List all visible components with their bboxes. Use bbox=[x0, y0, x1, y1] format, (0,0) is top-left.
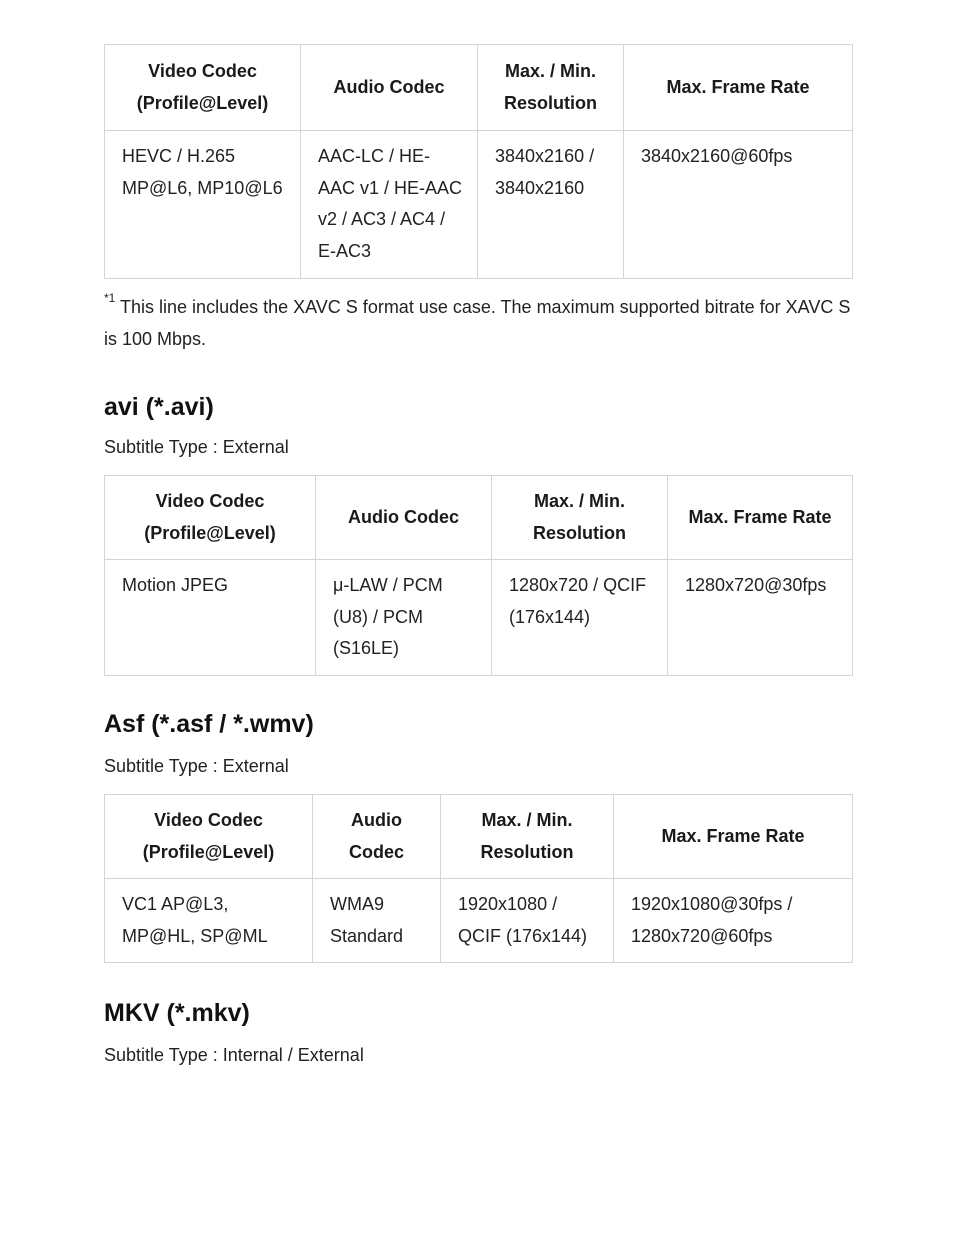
table-row bbox=[105, 879, 853, 963]
header-frame-rate: Max. Frame Rate bbox=[668, 476, 853, 560]
hevc-codec-table bbox=[104, 44, 853, 279]
section-title-asf: Asf (*.asf / *.wmv) bbox=[104, 710, 314, 738]
document-page bbox=[104, 44, 852, 1069]
cell-audio-codec: WMA9 Standard bbox=[313, 879, 441, 963]
avi-codec-table bbox=[104, 475, 853, 676]
cell-audio-codec: μ-LAW / PCM (U8) / PCM (S16LE) bbox=[316, 560, 492, 676]
section-title-mkv: MKV (*.mkv) bbox=[104, 999, 250, 1027]
cell-resolution: 1280x720 / QCIF (176x144) bbox=[492, 560, 668, 676]
header-frame-rate: Max. Frame Rate bbox=[624, 45, 853, 131]
cell-resolution: 3840x2160 / 3840x2160 bbox=[478, 131, 624, 279]
cell-frame-rate: 1280x720@30fps bbox=[668, 560, 853, 676]
table-row bbox=[105, 131, 853, 279]
table-row bbox=[105, 560, 853, 676]
header-video-codec: Video Codec (Profile@Level) bbox=[105, 45, 301, 131]
cell-frame-rate: 3840x2160@60fps bbox=[624, 131, 853, 279]
cell-video-codec: VC1 AP@L3, MP@HL, SP@ML bbox=[105, 879, 313, 963]
header-video-codec: Video Codec (Profile@Level) bbox=[105, 795, 313, 879]
asf-codec-table bbox=[104, 794, 853, 963]
header-resolution: Max. / Min. Resolution bbox=[441, 795, 614, 879]
cell-resolution: 1920x1080 / QCIF (176x144) bbox=[441, 879, 614, 963]
table-header-row bbox=[105, 45, 853, 131]
table-header-row bbox=[105, 476, 853, 560]
header-resolution: Max. / Min. Resolution bbox=[492, 476, 668, 560]
header-frame-rate: Max. Frame Rate bbox=[614, 795, 853, 879]
header-video-codec: Video Codec (Profile@Level) bbox=[105, 476, 316, 560]
cell-frame-rate: 1920x1080@30fps / 1280x720@60fps bbox=[614, 879, 853, 963]
subtitle-type-avi: Subtitle Type : External bbox=[104, 437, 289, 457]
cell-video-codec: Motion JPEG bbox=[105, 560, 316, 676]
section-title-avi: avi (*.avi) bbox=[104, 393, 214, 421]
header-resolution: Max. / Min. Resolution bbox=[478, 45, 624, 131]
table-header-row bbox=[105, 795, 853, 879]
header-audio-codec: Audio Codec bbox=[316, 476, 492, 560]
footnote-marker: *1 bbox=[104, 291, 116, 305]
subtitle-type-asf: Subtitle Type : External bbox=[104, 756, 289, 776]
cell-video-codec: HEVC / H.265 MP@L6, MP10@L6 bbox=[105, 131, 301, 279]
cell-audio-codec: AAC-LC / HE-AAC v1 / HE-AAC v2 / AC3 / AC4 / E-AC3 bbox=[301, 131, 478, 279]
footnote bbox=[104, 291, 852, 355]
subtitle-type-mkv: Subtitle Type : Internal / External bbox=[104, 1045, 364, 1065]
header-audio-codec: Audio Codec bbox=[301, 45, 478, 131]
header-audio-codec: Audio Codec bbox=[313, 795, 441, 879]
footnote-text: This line includes the XAVC S format use case. The maximum supported bitrate for XAVC S is 100 Mbps. bbox=[104, 297, 851, 349]
